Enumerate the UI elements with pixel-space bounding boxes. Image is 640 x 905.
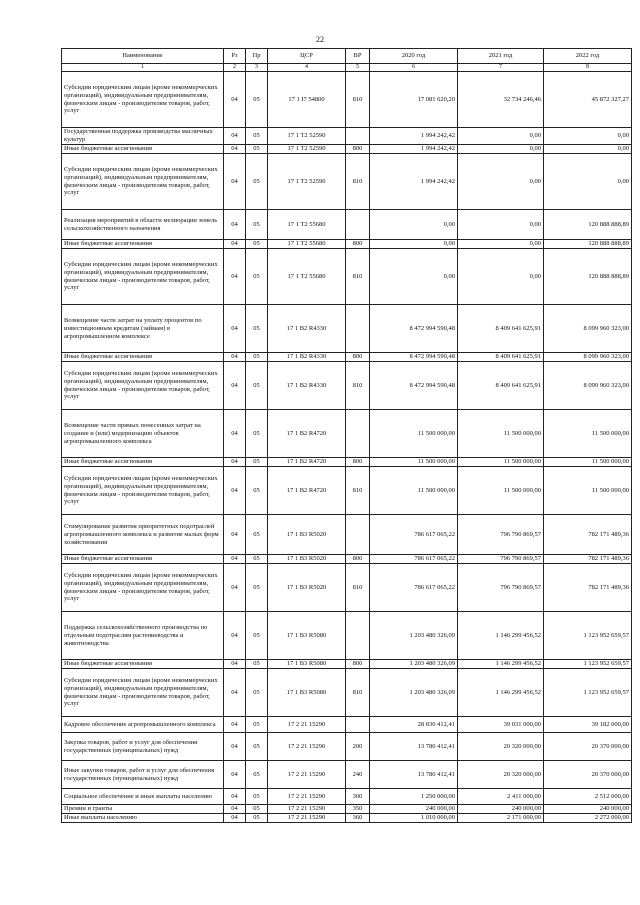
row-name: Субсидии юридическим лицам (кроме некоммерческих организаций), индивидуальным предпринимателям, физическим лицам - производителям товаров, работ, услуг xyxy=(62,154,224,210)
column-number-row xyxy=(62,64,632,72)
row-value-2021: 1 146 299 456,52 xyxy=(458,669,544,717)
row-rz: 04 xyxy=(224,249,246,305)
row-value-2022: 8 099 960 323,00 xyxy=(544,305,632,353)
column-number: 2 xyxy=(224,64,246,72)
table-row xyxy=(62,660,632,669)
row-name: Субсидии юридическим лицам (кроме некоммерческих организаций), индивидуальным предпринимателям, физическим лицам - производителям товаров, работ, услуг xyxy=(62,249,224,305)
row-vr: 360 xyxy=(346,814,370,823)
row-csr: 17 1 B3 R5080 xyxy=(268,612,346,660)
row-csr: 17 1 B3 R5020 xyxy=(268,564,346,612)
row-pr: 05 xyxy=(246,467,268,515)
row-pr: 05 xyxy=(246,515,268,555)
row-pr: 05 xyxy=(246,305,268,353)
row-rz: 04 xyxy=(224,612,246,660)
table-row xyxy=(62,362,632,410)
table-body xyxy=(62,72,632,823)
row-vr xyxy=(346,612,370,660)
row-name: Государственная поддержка производства масличных культур xyxy=(62,128,224,145)
table-row xyxy=(62,240,632,249)
row-pr: 05 xyxy=(246,458,268,467)
row-value-2022: 0,00 xyxy=(544,154,632,210)
row-value-2022: 39 182 000,00 xyxy=(544,717,632,733)
row-rz: 04 xyxy=(224,458,246,467)
row-pr: 05 xyxy=(246,72,268,128)
row-vr: 810 xyxy=(346,154,370,210)
row-value-2020: 786 617 065,22 xyxy=(370,515,458,555)
row-vr xyxy=(346,128,370,145)
row-rz: 04 xyxy=(224,555,246,564)
row-value-2022: 2 512 000,00 xyxy=(544,789,632,805)
row-name: Субсидии юридическим лицам (кроме некоммерческих организаций), индивидуальным предпринимателям, физическим лицам - производителям товаров, работ, услуг xyxy=(62,564,224,612)
row-rz: 04 xyxy=(224,353,246,362)
row-vr: 800 xyxy=(346,555,370,564)
row-value-2020: 17 081 620,20 xyxy=(370,72,458,128)
row-csr: 17 1 B2 R4720 xyxy=(268,467,346,515)
row-name: Субсидии юридическим лицам (кроме некоммерческих организаций), индивидуальным предпринимателям, физическим лицам - производителям товаров, работ, услуг xyxy=(62,669,224,717)
row-vr: 810 xyxy=(346,564,370,612)
table-row xyxy=(62,467,632,515)
row-name: Закупка товаров, работ и услуг для обеспечения государственных (муниципальных) нужд xyxy=(62,733,224,761)
row-csr: 17 1 B3 R5080 xyxy=(268,660,346,669)
row-csr: 17 2 21 15290 xyxy=(268,761,346,789)
col-header-2022: 2022 год xyxy=(544,49,632,64)
table-row xyxy=(62,612,632,660)
row-pr: 05 xyxy=(246,612,268,660)
row-csr: 17 1 B3 R5020 xyxy=(268,555,346,564)
table-row xyxy=(62,128,632,145)
table-row xyxy=(62,210,632,240)
row-pr: 05 xyxy=(246,240,268,249)
row-value-2021: 0,00 xyxy=(458,240,544,249)
row-value-2020: 1 203 480 326,09 xyxy=(370,612,458,660)
row-value-2020: 8 472 994 590,48 xyxy=(370,305,458,353)
row-value-2020: 13 780 412,41 xyxy=(370,733,458,761)
row-value-2020: 0,00 xyxy=(370,210,458,240)
row-pr: 05 xyxy=(246,717,268,733)
row-rz: 04 xyxy=(224,564,246,612)
row-csr: 17 2 21 15290 xyxy=(268,805,346,814)
row-csr: 17 1 B2 R4330 xyxy=(268,305,346,353)
table-row xyxy=(62,154,632,210)
row-name: Субсидии юридическим лицам (кроме некоммерческих организаций), индивидуальным предпринимателям, физическим лицам - производителям товаров, работ, услуг xyxy=(62,467,224,515)
row-value-2021: 2 411 000,00 xyxy=(458,789,544,805)
row-csr: 17 1 B2 R4720 xyxy=(268,410,346,458)
row-name: Стимулирование развития приоритетных подотраслей агропромышленного комплекса и развитие малых форм хозяйствования xyxy=(62,515,224,555)
row-pr: 05 xyxy=(246,210,268,240)
row-value-2020: 786 617 065,22 xyxy=(370,555,458,564)
row-name: Иные бюджетные ассигнования xyxy=(62,555,224,564)
row-name: Иные бюджетные ассигнования xyxy=(62,145,224,154)
row-value-2021: 2 171 000,00 xyxy=(458,814,544,823)
row-vr xyxy=(346,717,370,733)
column-number: 5 xyxy=(346,64,370,72)
table-row xyxy=(62,72,632,128)
row-value-2020: 11 500 000,00 xyxy=(370,458,458,467)
row-value-2020: 8 472 994 590,48 xyxy=(370,362,458,410)
row-value-2020: 1 203 480 326,09 xyxy=(370,669,458,717)
row-name: Поддержка сельскохозяйственного производства по отдельным подотраслям растениеводства и животноводства xyxy=(62,612,224,660)
row-value-2022: 20 370 000,00 xyxy=(544,733,632,761)
row-vr: 810 xyxy=(346,669,370,717)
col-header-2020: 2020 год xyxy=(370,49,458,64)
row-vr: 800 xyxy=(346,458,370,467)
row-value-2022: 120 888 888,89 xyxy=(544,210,632,240)
table-row xyxy=(62,555,632,564)
row-value-2020: 1 250 000,00 xyxy=(370,789,458,805)
row-value-2021: 0,00 xyxy=(458,128,544,145)
row-vr: 800 xyxy=(346,660,370,669)
row-name: Возмещение части прямых понесенных затрат на создание и (или) модернизацию объектов агропромышленного комплекса xyxy=(62,410,224,458)
row-value-2022: 782 171 489,36 xyxy=(544,515,632,555)
row-value-2021: 240 000,00 xyxy=(458,805,544,814)
row-pr: 05 xyxy=(246,555,268,564)
table-row xyxy=(62,805,632,814)
row-value-2022: 120 888 888,89 xyxy=(544,240,632,249)
row-value-2021: 20 320 000,00 xyxy=(458,761,544,789)
row-value-2022: 11 500 000,00 xyxy=(544,467,632,515)
row-vr xyxy=(346,210,370,240)
row-value-2022: 11 500 000,00 xyxy=(544,410,632,458)
row-rz: 04 xyxy=(224,814,246,823)
row-vr: 200 xyxy=(346,733,370,761)
table-row xyxy=(62,814,632,823)
row-value-2020: 13 780 412,41 xyxy=(370,761,458,789)
col-header-name: Наименование xyxy=(62,49,224,64)
row-name: Премии и гранты xyxy=(62,805,224,814)
row-value-2022: 0,00 xyxy=(544,145,632,154)
row-rz: 04 xyxy=(224,72,246,128)
row-vr xyxy=(346,305,370,353)
page-number: 22 xyxy=(316,35,324,44)
row-pr: 05 xyxy=(246,669,268,717)
row-rz: 04 xyxy=(224,128,246,145)
row-name: Субсидии юридическим лицам (кроме некоммерческих организаций), индивидуальным предпринимателям, физическим лицам - производителям товаров, работ, услуг xyxy=(62,362,224,410)
row-value-2021: 1 146 299 456,52 xyxy=(458,612,544,660)
row-value-2021: 796 790 869,57 xyxy=(458,564,544,612)
row-value-2020: 1 994 242,42 xyxy=(370,128,458,145)
column-number: 6 xyxy=(370,64,458,72)
row-name: Иные бюджетные ассигнования xyxy=(62,353,224,362)
col-header-2021: 2021 год xyxy=(458,49,544,64)
row-csr: 17 2 21 15290 xyxy=(268,789,346,805)
row-rz: 04 xyxy=(224,362,246,410)
row-name: Субсидии юридическим лицам (кроме некоммерческих организаций), индивидуальным предпринимателям, физическим лицам - производителям товаров, работ, услуг xyxy=(62,72,224,128)
row-pr: 05 xyxy=(246,814,268,823)
row-csr: 17 1 B2 R4330 xyxy=(268,362,346,410)
row-value-2020: 240 000,00 xyxy=(370,805,458,814)
row-rz: 04 xyxy=(224,789,246,805)
row-csr: 17 2 21 15290 xyxy=(268,717,346,733)
row-csr: 17 1 B3 R5020 xyxy=(268,515,346,555)
row-pr: 05 xyxy=(246,410,268,458)
row-name: Иные закупки товаров, работ и услуг для обеспечения государственных (муниципальных) нужд xyxy=(62,761,224,789)
row-value-2020: 1 994 242,42 xyxy=(370,154,458,210)
col-header-pr: Пр xyxy=(246,49,268,64)
row-value-2022: 8 099 960 323,00 xyxy=(544,362,632,410)
row-rz: 04 xyxy=(224,669,246,717)
row-pr: 05 xyxy=(246,761,268,789)
row-vr: 810 xyxy=(346,72,370,128)
row-pr: 05 xyxy=(246,733,268,761)
row-value-2022: 120 888 888,89 xyxy=(544,249,632,305)
row-value-2022: 782 171 489,36 xyxy=(544,564,632,612)
row-vr: 810 xyxy=(346,467,370,515)
row-pr: 05 xyxy=(246,805,268,814)
header-row xyxy=(62,49,632,64)
column-number: 3 xyxy=(246,64,268,72)
row-value-2020: 8 472 994 590,48 xyxy=(370,353,458,362)
row-value-2021: 0,00 xyxy=(458,145,544,154)
row-value-2022: 2 272 000,00 xyxy=(544,814,632,823)
row-value-2021: 0,00 xyxy=(458,210,544,240)
row-csr: 17 1 T2 52590 xyxy=(268,154,346,210)
row-value-2020: 0,00 xyxy=(370,249,458,305)
row-rz: 04 xyxy=(224,305,246,353)
row-csr: 17 1 B2 R4720 xyxy=(268,458,346,467)
column-number: 7 xyxy=(458,64,544,72)
row-rz: 04 xyxy=(224,410,246,458)
row-value-2021: 11 500 000,00 xyxy=(458,467,544,515)
row-pr: 05 xyxy=(246,154,268,210)
row-rz: 04 xyxy=(224,145,246,154)
row-vr: 800 xyxy=(346,353,370,362)
row-rz: 04 xyxy=(224,515,246,555)
row-name: Иные выплаты населению xyxy=(62,814,224,823)
row-rz: 04 xyxy=(224,805,246,814)
row-vr xyxy=(346,515,370,555)
row-csr: 17 1 T2 52590 xyxy=(268,145,346,154)
table-row xyxy=(62,789,632,805)
row-vr: 810 xyxy=(346,362,370,410)
row-vr: 240 xyxy=(346,761,370,789)
row-rz: 04 xyxy=(224,154,246,210)
row-name: Иные бюджетные ассигнования xyxy=(62,458,224,467)
row-name: Иные бюджетные ассигнования xyxy=(62,660,224,669)
row-csr: 17 1 T2 55680 xyxy=(268,210,346,240)
row-value-2020: 1 203 480 326,09 xyxy=(370,660,458,669)
table-row xyxy=(62,353,632,362)
row-csr: 17 1 I7 54800 xyxy=(268,72,346,128)
table-row xyxy=(62,761,632,789)
row-vr: 810 xyxy=(346,249,370,305)
table-row xyxy=(62,515,632,555)
table-row xyxy=(62,717,632,733)
row-value-2020: 786 617 065,22 xyxy=(370,564,458,612)
row-value-2021: 11 500 000,00 xyxy=(458,410,544,458)
row-rz: 04 xyxy=(224,717,246,733)
row-value-2021: 11 500 000,00 xyxy=(458,458,544,467)
row-csr: 17 2 21 15290 xyxy=(268,733,346,761)
table-row xyxy=(62,564,632,612)
row-pr: 05 xyxy=(246,564,268,612)
col-header-rz: Рз xyxy=(224,49,246,64)
table-row xyxy=(62,458,632,467)
row-value-2020: 28 830 412,41 xyxy=(370,717,458,733)
row-value-2021: 8 409 641 625,91 xyxy=(458,305,544,353)
row-value-2020: 1 994 242,42 xyxy=(370,145,458,154)
row-csr: 17 2 21 15290 xyxy=(268,814,346,823)
row-value-2021: 32 734 246,46 xyxy=(458,72,544,128)
row-rz: 04 xyxy=(224,210,246,240)
row-name: Кадровое обеспечение агропромышленного комплекса xyxy=(62,717,224,733)
row-pr: 05 xyxy=(246,789,268,805)
row-rz: 04 xyxy=(224,240,246,249)
row-pr: 05 xyxy=(246,145,268,154)
table-row xyxy=(62,305,632,353)
row-value-2022: 11 500 000,00 xyxy=(544,458,632,467)
row-vr: 350 xyxy=(346,805,370,814)
row-value-2022: 240 000,00 xyxy=(544,805,632,814)
row-rz: 04 xyxy=(224,733,246,761)
row-csr: 17 1 T2 55680 xyxy=(268,240,346,249)
column-number: 4 xyxy=(268,64,346,72)
row-csr: 17 1 B3 R5080 xyxy=(268,669,346,717)
row-name: Иные бюджетные ассигнования xyxy=(62,240,224,249)
row-rz: 04 xyxy=(224,761,246,789)
row-value-2021: 0,00 xyxy=(458,154,544,210)
row-value-2021: 8 409 641 625,91 xyxy=(458,362,544,410)
row-name: Социальное обеспечение и иные выплаты населению xyxy=(62,789,224,805)
row-pr: 05 xyxy=(246,128,268,145)
row-value-2021: 39 031 000,00 xyxy=(458,717,544,733)
row-value-2020: 11 500 000,00 xyxy=(370,410,458,458)
row-value-2021: 796 790 869,57 xyxy=(458,515,544,555)
row-rz: 04 xyxy=(224,660,246,669)
table-row xyxy=(62,410,632,458)
row-value-2022: 1 123 952 659,57 xyxy=(544,669,632,717)
row-value-2021: 796 790 869,57 xyxy=(458,555,544,564)
budget-table xyxy=(61,48,632,823)
row-name: Реализация мероприятий в области мелиорации земель сельскохозяйственного назначения xyxy=(62,210,224,240)
row-pr: 05 xyxy=(246,660,268,669)
row-vr: 800 xyxy=(346,240,370,249)
row-value-2022: 1 123 952 659,57 xyxy=(544,660,632,669)
table-row xyxy=(62,249,632,305)
col-header-vr: ВР xyxy=(346,49,370,64)
row-value-2022: 8 099 960 323,00 xyxy=(544,353,632,362)
row-csr: 17 1 T2 52590 xyxy=(268,128,346,145)
column-number: 8 xyxy=(544,64,632,72)
row-value-2020: 0,00 xyxy=(370,240,458,249)
row-value-2022: 45 872 327,27 xyxy=(544,72,632,128)
row-value-2021: 20 320 000,00 xyxy=(458,733,544,761)
row-rz: 04 xyxy=(224,467,246,515)
row-value-2022: 1 123 952 659,57 xyxy=(544,612,632,660)
row-pr: 05 xyxy=(246,249,268,305)
column-number: 1 xyxy=(62,64,224,72)
table-row xyxy=(62,733,632,761)
row-name: Возмещение части затрат на уплату процентов по инвестиционным кредитам (займам) в агропромышленном комплексе xyxy=(62,305,224,353)
row-value-2021: 0,00 xyxy=(458,249,544,305)
row-csr: 17 1 B2 R4330 xyxy=(268,353,346,362)
row-vr: 800 xyxy=(346,145,370,154)
row-value-2020: 1 010 000,00 xyxy=(370,814,458,823)
row-vr xyxy=(346,410,370,458)
row-value-2021: 1 146 299 456,52 xyxy=(458,660,544,669)
row-value-2022: 20 370 000,00 xyxy=(544,761,632,789)
table-row xyxy=(62,669,632,717)
row-csr: 17 1 T2 55680 xyxy=(268,249,346,305)
row-value-2020: 11 500 000,00 xyxy=(370,467,458,515)
row-pr: 05 xyxy=(246,362,268,410)
row-value-2022: 0,00 xyxy=(544,128,632,145)
table-row xyxy=(62,145,632,154)
row-vr: 300 xyxy=(346,789,370,805)
row-value-2021: 8 409 641 625,91 xyxy=(458,353,544,362)
row-pr: 05 xyxy=(246,353,268,362)
col-header-csr: ЦСР xyxy=(268,49,346,64)
row-value-2022: 782 171 489,36 xyxy=(544,555,632,564)
